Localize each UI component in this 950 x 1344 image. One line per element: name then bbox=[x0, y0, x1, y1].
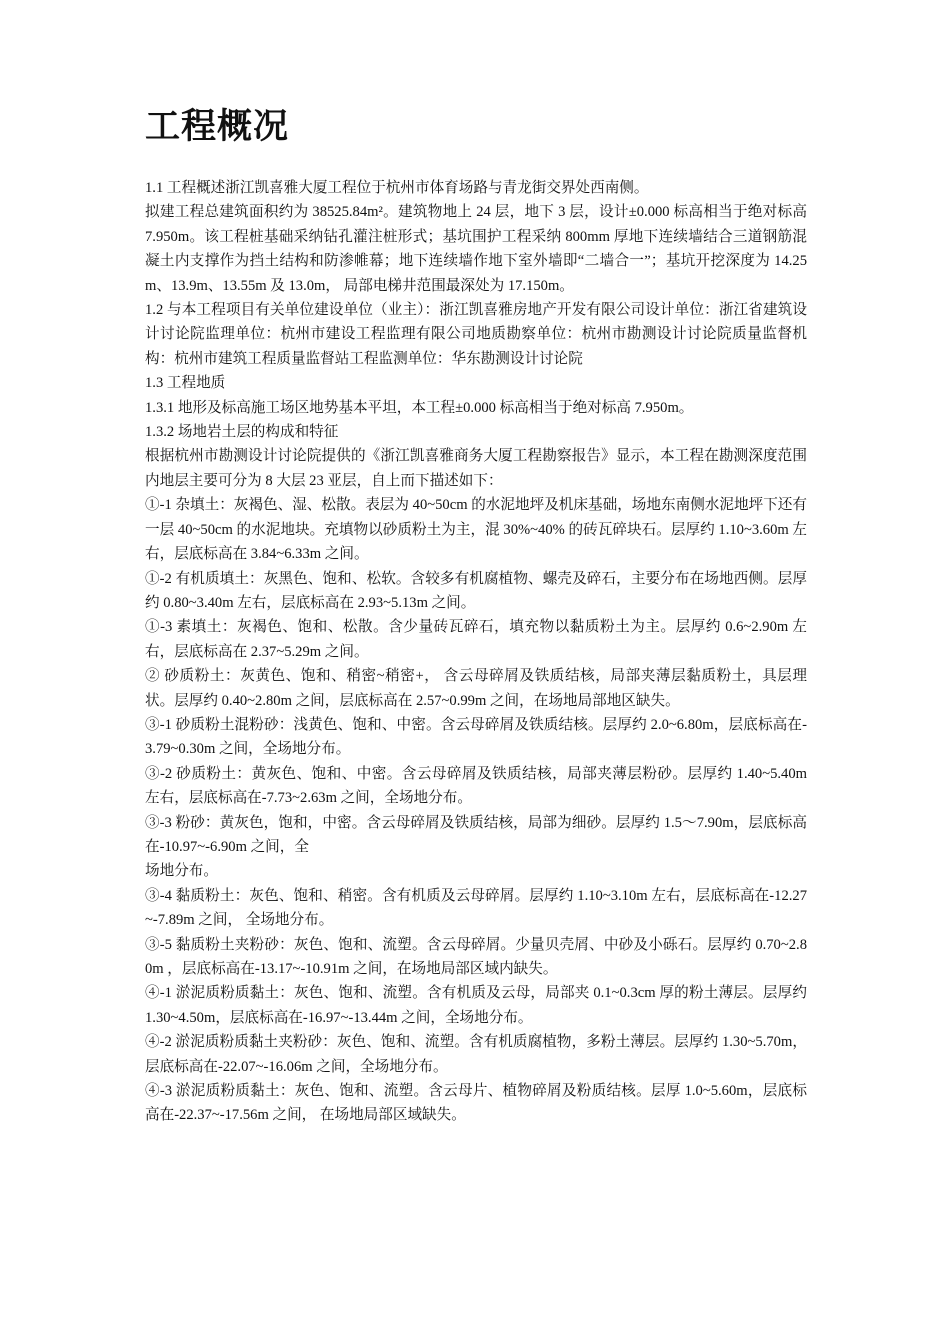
heading-1-3-geology: 1.3 工程地质 bbox=[145, 375, 226, 392]
document-body bbox=[145, 176, 807, 1128]
paragraph-layer-3-4: ③-4 黏质粉土：灰色、饱和、稍密。含有机质及云母碎屑。层厚约 1.10~3.10m 左右，层底标高在-12.27~-7.89m 之间， 全场地分布。 bbox=[145, 887, 807, 929]
heading-1-3-2-strata: 1.3.2 场地岩土层的构成和特征 bbox=[145, 424, 339, 441]
paragraph-survey-report: 根据杭州市勘测设计讨论院提供的《浙江凯喜雅商务大厦工程勘察报告》显示，本工程在勘测深度范围内地层主要可分为 8 大层 23 亚层，自上而下描述如下： bbox=[145, 448, 807, 489]
paragraph-layer-1-3: ①-3 素填土：灰褐色、饱和、松散。含少量砖瓦碎石，填充物以黏质粉土为主。层厚约 0.6~2.90m 左右，层底标高在 2.37~5.29m 之间。 bbox=[145, 619, 807, 660]
paragraph-layer-3-5: ③-5 黏质粉土夹粉砂：灰色、饱和、流塑。含云母碎屑。少量贝壳屑、中砂及小砾石。层厚约 0.70~2.80m ，层底标高在-13.17~-10.91m 之间，在场地局部区域内缺失。 bbox=[145, 936, 807, 977]
paragraph-layer-4-1: ④-1 淤泥质粉质黏土：灰色、饱和、流塑。含有机质及云母，局部夹 0.1~0.3cm 厚的粉土薄层。层厚约 1.30~4.50m，层底标高在-16.97~-13.44m 之间，全场地分布。 bbox=[145, 985, 807, 1026]
paragraph-layer-3-1: ③-1 砂质粉土混粉砂：浅黄色、饱和、中密。含云母碎屑及铁质结核。层厚约 2.0~6.80m，层底标高在-3.79~0.30m 之间，全场地分布。 bbox=[145, 716, 807, 758]
paragraph-layer-2: ② 砂质粉土：灰黄色、饱和、稍密~稍密+， 含云母碎屑及铁质结核，局部夹薄层黏质粉土，具层理状。层厚约 0.40~2.80m 之间，层底标高在 2.57~0.99m 之间，在场地局部地区缺失。 bbox=[145, 668, 807, 709]
paragraph-1-2-units: 1.2 与本工程项目有关单位建设单位（业主）：浙江凯喜雅房地产开发有限公司设计单位：浙江省建筑设计讨论院监理单位：杭州市建设工程监理有限公司地质勘察单位：杭州市勘测设计讨论院质量监督机构：杭州市建筑工程质量监督站工程监测单位：华东勘测设计讨论院 bbox=[145, 302, 807, 367]
paragraph-1-3-1-terrain: 1.3.1 地形及标高施工场区地势基本平坦，本工程±0.000 标高相当于绝对标高 7.950m。 bbox=[145, 399, 694, 416]
paragraph-layer-4-2: ④-2 淤泥质粉质黏土夹粉砂：灰色、饱和、流塑。含有机质腐植物，多粉土薄层。层厚约 1.30~5.70m， 层底标高在-22.07~-16.06m 之间，全场地分布。 bbox=[145, 1034, 807, 1075]
document-page bbox=[145, 104, 807, 1128]
paragraph-layer-3-2: ③-2 砂质粉土：黄灰色、饱和、中密。含云母碎屑及铁质结核，局部夹薄层粉砂。层厚约 1.40~5.40m 左右，层底标高在-7.73~2.63m 之间，全场地分布。 bbox=[145, 765, 807, 807]
paragraph-layer-3-3-continued: 场地分布。 bbox=[145, 863, 218, 880]
document-title: 工程概况 bbox=[145, 107, 290, 147]
paragraph-layer-1-1: ①-1 杂填土：灰褐色、湿、松散。表层为 40~50cm 的水泥地坪及机床基础，场地东南侧水泥地坪下还有一层 40~50cm 的水泥地块。充填物以砂质粉土为主，混 30%~40% 的砖瓦碎块石。层厚约 1.10~3.60m 左右，层底标高在 3.84~6.33m 之间。 bbox=[145, 497, 807, 563]
paragraph-layer-4-3: ④-3 淤泥质粉质黏土：灰色、饱和、流塑。含云母片、植物碎屑及粉质结核。层厚 1.0~5.60m，层底标高在-22.37~-17.56m 之间， 在场地局部区域缺失。 bbox=[145, 1083, 807, 1124]
paragraph-building-description: 拟建工程总建筑面积约为 38525.84m²。建筑物地上 24 层，地下 3 层，设计±0.000 标高相当于绝对标高 7.950m。该工程桩基础采纳钻孔灌注桩形式；基坑围护工程采纳 800mm 厚地下连续墙结合三道钢筋混凝土内支撑作为挡土结构和防渗帷幕；地下连续墙作地下室外墙即“二墙合一”；基坑开挖深度为 14.25m、13.9m、13.55m 及 13.0m， 局部电梯井范围最深处为 17.150m。 bbox=[145, 204, 807, 294]
paragraph-1-1-overview: 1.1 工程概述浙江凯喜雅大厦工程位于杭州市体育场路与青龙街交界处西南侧。 bbox=[145, 180, 649, 196]
paragraph-layer-3-3: ③-3 粉砂：黄灰色，饱和，中密。含云母碎屑及铁质结核，局部为细砂。层厚约 1.5～7.90m，层底标高在-10.97~-6.90m 之间，全 bbox=[145, 814, 807, 855]
paragraph-layer-1-2: ①-2 有机质填土：灰黑色、饱和、松软。含较多有机腐植物、螺壳及碎石，主要分布在场地西侧。层厚约 0.80~3.40m 左右，层底标高在 2.93~5.13m 之间。 bbox=[145, 570, 807, 611]
